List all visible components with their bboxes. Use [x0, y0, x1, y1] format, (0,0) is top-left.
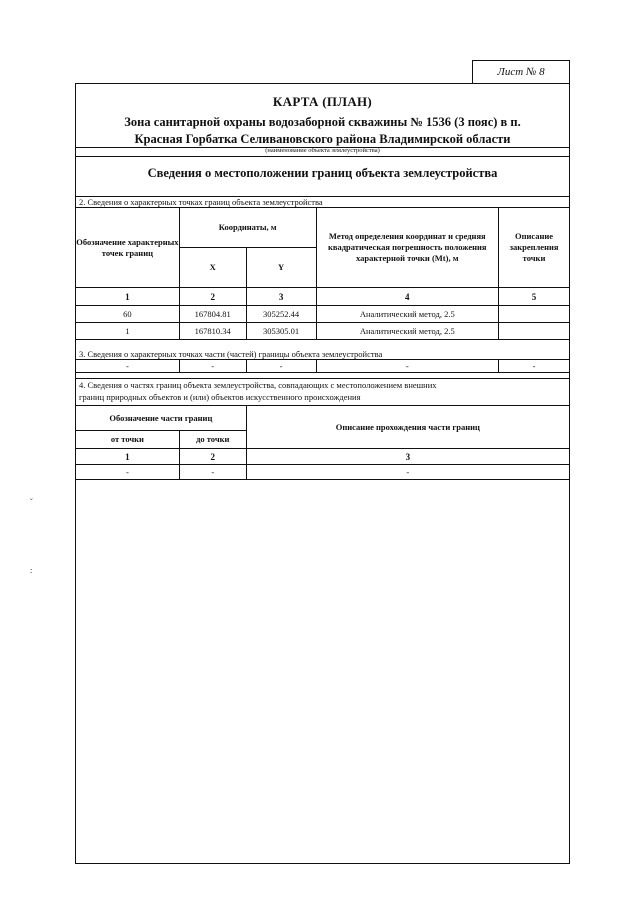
- sheet-number: Лист № 8: [472, 60, 570, 84]
- page-title: КАРТА (ПЛАН): [272, 94, 373, 109]
- empty-cell: -: [246, 465, 569, 480]
- header-fixing: Описание закрепления точки: [499, 208, 570, 288]
- header-coordinates: Координаты, м: [179, 208, 316, 248]
- fixing: [499, 323, 570, 340]
- empty-cell: -: [316, 360, 499, 373]
- header-from-point: от точки: [76, 431, 180, 449]
- header-method: Метод определения координат и средняя квадратическая погрешность положения характерной точки (Mt), м: [316, 208, 499, 288]
- point-id: 1: [76, 323, 180, 340]
- part-points-table: [75, 359, 570, 373]
- coord-y: 305252.44: [246, 306, 316, 323]
- table-row: [76, 323, 570, 340]
- method: Аналитический метод, 2.5: [316, 323, 499, 340]
- col-number: 1: [76, 449, 180, 465]
- section4-note-line2: границ природных объектов и (или) объектов искусственного происхождения: [79, 392, 361, 402]
- coord-x: 167810.34: [179, 323, 246, 340]
- col-number: 3: [246, 449, 569, 465]
- section4-note-line1: 4. Сведения о частях границ объекта землеустройства, совпадающих с местоположением внешних: [79, 380, 437, 390]
- col-number: 5: [499, 288, 570, 306]
- coord-y: 305305.01: [246, 323, 316, 340]
- header-part-designation: Обозначение части границ: [76, 406, 247, 431]
- object-caption: (наименование объекта землеустройства): [265, 147, 380, 154]
- col-number: 1: [76, 288, 180, 306]
- empty-cell: -: [179, 360, 246, 373]
- empty-cell: -: [499, 360, 570, 373]
- divider: [76, 378, 569, 379]
- margin-mark: ˘: [30, 497, 33, 506]
- object-name-line1: Зона санитарной охраны водозаборной скважины № 1536 (3 пояс) в п.: [124, 115, 521, 129]
- header-part-description: Описание прохождения части границ: [246, 406, 569, 449]
- col-number: 2: [179, 288, 246, 306]
- table-row: [76, 306, 570, 323]
- col-number: 4: [316, 288, 499, 306]
- col-number: 2: [179, 449, 246, 465]
- margin-mark: :: [30, 566, 33, 575]
- header-y: Y: [246, 248, 316, 288]
- coord-x: 167804.81: [179, 306, 246, 323]
- divider: [76, 156, 569, 157]
- table-row: [76, 465, 570, 480]
- empty-cell: -: [246, 360, 316, 373]
- col-number: 3: [246, 288, 316, 306]
- section2-note: 2. Сведения о характерных точках границ объекта землеустройства: [79, 197, 323, 207]
- section-title: Сведения о местоположении границ объекта землеустройства: [147, 166, 498, 180]
- object-name-line2: Красная Горбатка Селивановского района Владимирской области: [134, 132, 511, 146]
- map-plan-frame: [75, 83, 570, 864]
- empty-cell: -: [76, 360, 180, 373]
- header-to-point: до точки: [179, 431, 246, 449]
- empty-cell: -: [76, 465, 180, 480]
- empty-cell: -: [179, 465, 246, 480]
- method: Аналитический метод, 2.5: [316, 306, 499, 323]
- section3-note: 3. Сведения о характерных точках части (частей) границы объекта землеустройства: [79, 349, 383, 359]
- boundary-parts-table: [75, 405, 570, 480]
- point-id: 60: [76, 306, 180, 323]
- points-table: [75, 207, 570, 340]
- header-designation: Обозначение характерных точек границ: [76, 208, 180, 288]
- table-row: [76, 360, 570, 373]
- fixing: [499, 306, 570, 323]
- header-x: X: [179, 248, 246, 288]
